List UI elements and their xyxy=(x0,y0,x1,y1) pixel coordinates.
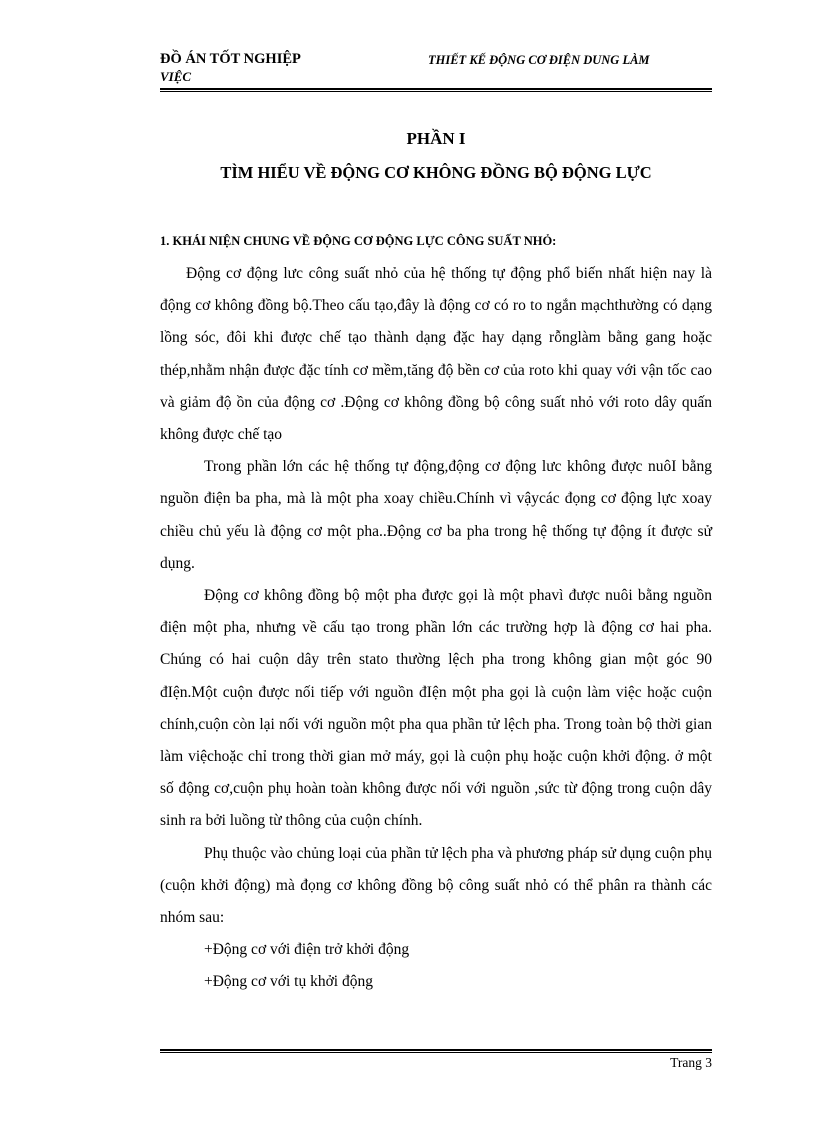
paragraph-4: Phụ thuộc vào chủng loại của phần tử lệch pha và phương pháp sử dụng cuộn phụ (cuộn khởi động) mà đọng cơ không đồng bộ công suất nhỏ có thể phân ra thành các nhóm sau: xyxy=(160,844,712,927)
section-heading: 1. KHÁI NIỆN CHUNG VỀ ĐỘNG CƠ ĐỘNG LỰC CÔNG SUẤT NHỎ: xyxy=(160,234,557,248)
header-left-line2: VIỆC xyxy=(160,69,192,84)
header-left-line1: ĐỒ ÁN TỐT NGHIỆP xyxy=(160,51,301,67)
part-subtitle: TÌM HIỂU VỀ ĐỘNG CƠ KHÔNG ĐỒNG BỘ ĐỘNG LỰC xyxy=(220,163,652,182)
header-left xyxy=(160,50,301,86)
part-title: PHẦN I xyxy=(406,129,466,148)
page-header xyxy=(160,50,712,90)
page-number: Trang 3 xyxy=(670,1055,712,1070)
paragraph-2: Trong phần lớn các hệ thống tự động,động cơ động lưc không được nuôI bằng nguồn điện ba pha, mà là một pha xoay chiều.Chính vì vậycác đọng cơ động lực xoay chiều chủ yếu là động cơ một pha..Động cơ ba pha trong hệ thống tự động ít được sử dụng. xyxy=(160,458,712,572)
body-text xyxy=(160,258,712,999)
paragraph-1: Động cơ động lưc công suất nhỏ của hệ thống tự động phổ biến nhất hiện nay là động cơ không đồng bộ.Theo cấu tạo,đây là động cơ có ro to ngắn mạchthường có dạng lồng sóc, đôi khi được chế tạo thành dạng đặc hay dạng rỗnglàm bằng gang hoặc thép,nhằm nhận được đặc tính cơ mềm,tăng độ bền cơ của roto khi quay với vận tốc cao và giảm độ ồn của động cơ .Động cơ không đồng bộ công suất nhỏ với roto dây quấn không được chế tạo xyxy=(160,265,712,444)
bullet-item-1: +Động cơ với điện trở khởi động xyxy=(204,941,410,959)
header-right: THIẾT KẾ ĐỘNG CƠ ĐIỆN DUNG LÀM xyxy=(428,53,650,67)
paragraph-3: Động cơ không đồng bộ một pha được gọi là một phavì được nuôi bằng nguồn điện một pha, nhưng về cấu tạo trong phần lớn các trường hợp là động cơ hai pha. Chúng có hai cuộn dây trên stato thường lệch pha trong không gian một góc 90 đIện.Một cuộn được nối tiếp với nguồn đIện một pha gọi là cuộn làm việc hoặc cuộn chính,cuộn còn lại nối với nguồn một pha qua phần tử lệch pha. Trong toàn bộ thời gian làm việchoặc chỉ trong thời gian mở máy, gọi là cuộn phụ hoặc cuộn khởi động. ở một số động cơ,cuộn phụ hoàn toàn không được nối với nguồn ,sức từ động trong cuộn dây sinh ra bởi luồng từ thông của cuộn chính. xyxy=(160,587,712,830)
document-page xyxy=(160,0,712,1123)
header-rule xyxy=(160,88,712,92)
footer-rule xyxy=(160,1049,712,1053)
bullet-item-2: +Động cơ với tụ khởi động xyxy=(204,973,373,991)
